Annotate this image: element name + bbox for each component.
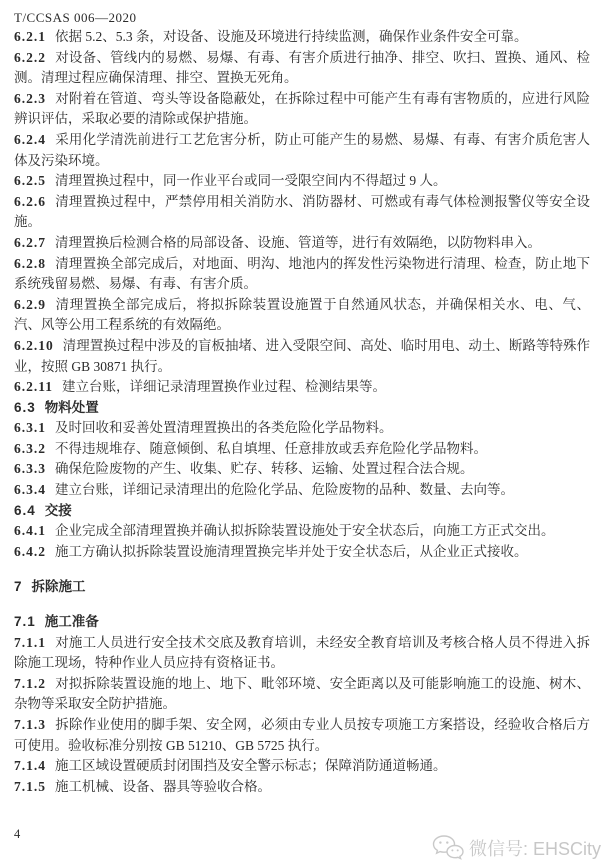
clause-number: 6.2.9 (14, 296, 46, 312)
clause-number: 6.2.5 (14, 173, 46, 189)
watermark (432, 834, 601, 861)
clause-paragraph (14, 89, 590, 130)
clause-paragraph (14, 480, 590, 501)
clause-number: 6.2.1 (14, 29, 46, 44)
clause-text: 清理置换过程中，严禁停用相关消防水、消防器材、可燃或有毒气体检测报警仪等安全设施。 (14, 193, 590, 230)
clause-paragraph (14, 633, 590, 674)
clause-number: 6.2.10 (14, 337, 54, 353)
clause-number: 6.2.4 (14, 131, 46, 147)
clause-number: 7.1.4 (14, 758, 46, 774)
clause-number: 7.1.2 (14, 675, 46, 691)
clause-text: 建立台账，详细记录清理置换作业过程、检测结果等。 (62, 379, 387, 395)
clause-number: 6.2.3 (14, 90, 46, 106)
clause-number: 7 (14, 579, 23, 595)
clause-text: 施工机械、设备、器具等验收合格。 (55, 778, 271, 794)
clause-paragraph (14, 459, 590, 480)
clause-number: 6.2.6 (14, 193, 46, 209)
clause-text: 清理置换后检测合格的局部设备、设施、管道等，进行有效隔绝，以防物料串入。 (55, 234, 541, 250)
clause-number: 7.1.3 (14, 717, 46, 732)
section-heading (14, 398, 590, 419)
clause-text: 拆除作业使用的脚手架、安全网，必须由专业人员按专项施工方案搭设，经验收合格后方可使用。验收标准分别按 GB 51210、GB 5725 执行。 (14, 717, 590, 753)
clause-number: 6.2.2 (14, 49, 46, 65)
clause-text: 及时回收和妥善处置清理置换出的各类危险化学品物料。 (55, 420, 393, 436)
clause-number: 6.2.7 (14, 234, 46, 250)
standard-number-header: T/CCSAS 006—2020 (14, 10, 137, 25)
clause-text: 施工准备 (44, 614, 99, 630)
clause-text: 物料处置 (44, 399, 99, 415)
clause-paragraph (14, 674, 590, 715)
clause-number: 7.1.1 (14, 634, 46, 650)
clause-text: 对拟拆除装置设施的地上、地下、毗邻环境、安全距离以及可能影响施工的设施、树木、杂物等采取安全防护措施。 (14, 675, 590, 712)
clause-text: 交接 (44, 502, 72, 518)
clause-number: 6.2.8 (14, 255, 46, 271)
clause-number: 6.4.1 (14, 523, 46, 539)
clause-text: 清理置换全部完成后，对地面、明沟、地池内的挥发性污染物进行清理、检查，防止地下系统残留易燃、易爆、有毒、有害介质。 (14, 255, 590, 292)
clause-paragraph (14, 777, 590, 798)
clause-paragraph (14, 521, 590, 542)
clause-text: 对施工人员进行安全技术交底及教育培训，未经安全教育培训及考核合格人员不得进入拆除施工现场，特种作业人员应持有资格证书。 (14, 634, 590, 671)
clause-paragraph (14, 27, 590, 48)
clause-paragraph (14, 439, 590, 460)
clause-text: 企业完成全部清理置换并确认拟拆除装置设施处于安全状态后，向施工方正式交出。 (55, 523, 555, 539)
clause-text: 清理置换过程中涉及的盲板抽堵、进入受限空间、高处、临时用电、动土、断路等特殊作业，按照 GB 30871 执行。 (14, 337, 590, 374)
clause-text: 施工区域设置硬质封闭围挡及安全警示标志；保障消防通道畅通。 (55, 758, 447, 774)
clause-number: 6.3.1 (14, 420, 46, 436)
clause-text: 采用化学清洗前进行工艺危害分析，防止可能产生的易燃、易爆、有毒、有害介质危害人体及污染环境。 (14, 131, 590, 168)
clause-paragraph (14, 418, 590, 439)
section-heading (14, 612, 590, 633)
clause-paragraph (14, 756, 590, 777)
clause-number: 6.3.2 (14, 440, 46, 456)
clause-paragraph (14, 377, 590, 398)
clause-text: 清理置换全部完成后，将拟拆除装置设施置于自然通风状态，并确保相关水、电、气、汽、风等公用工程系统的有效隔绝。 (14, 296, 590, 333)
clause-text: 清理置换过程中，同一作业平台或同一受限空间内不得超过 9 人。 (55, 173, 447, 189)
clause-number: 6.4 (14, 502, 36, 518)
clause-number: 6.3.3 (14, 461, 46, 477)
clause-paragraph (14, 130, 590, 171)
clause-number: 6.3 (14, 399, 36, 415)
clause-paragraph (14, 715, 590, 756)
document-body (14, 27, 590, 797)
clause-text: 对设备、管线内的易燃、易爆、有毒、有害介质进行抽净、排空、吹扫、置换、通风、检测。清理过程应确保清理、排空、置换无死角。 (14, 49, 590, 86)
clause-text: 确保危险废物的产生、收集、贮存、转移、运输、处置过程合法合规。 (55, 461, 474, 477)
clause-number: 6.3.4 (14, 482, 46, 498)
clause-paragraph (14, 233, 590, 254)
clause-text: 对附着在管道、弯头等设备隐蔽处，在拆除过程中可能产生有毒有害物质的，应进行风险辨识评估，采取必要的清除或保护措施。 (14, 90, 590, 127)
clause-number: 7.1 (14, 614, 36, 630)
clause-number: 6.4.2 (14, 543, 46, 559)
page-number: 4 (14, 827, 21, 841)
clause-paragraph (14, 171, 590, 192)
clause-paragraph (14, 336, 590, 377)
clause-text: 建立台账，详细记录清理出的危险化学品、危险废物的品种、数量、去向等。 (55, 482, 514, 498)
clause-text: 依据 5.2、5.3 条，对设备、设施及环境进行持续监测，确保作业条件安全可靠。 (55, 29, 528, 44)
clause-paragraph (14, 254, 590, 295)
clause-paragraph (14, 295, 590, 336)
watermark-text: 微信号: EHSCity (468, 838, 601, 859)
clause-text: 不得违规堆存、随意倾倒、私自填埋、任意排放或丢弃危险化学品物料。 (55, 440, 487, 456)
clause-number: 6.2.11 (14, 379, 54, 395)
section-heading (14, 501, 590, 522)
clause-text: 拆除施工 (31, 579, 86, 595)
wechat-icon (432, 834, 464, 861)
clause-paragraph (14, 192, 590, 233)
clause-paragraph (14, 48, 590, 89)
clause-paragraph (14, 542, 590, 563)
clause-number: 7.1.5 (14, 778, 46, 794)
clause-text: 施工方确认拟拆除装置设施清理置换完毕并处于安全状态后，从企业正式接收。 (55, 543, 528, 559)
chapter-heading (14, 577, 590, 598)
